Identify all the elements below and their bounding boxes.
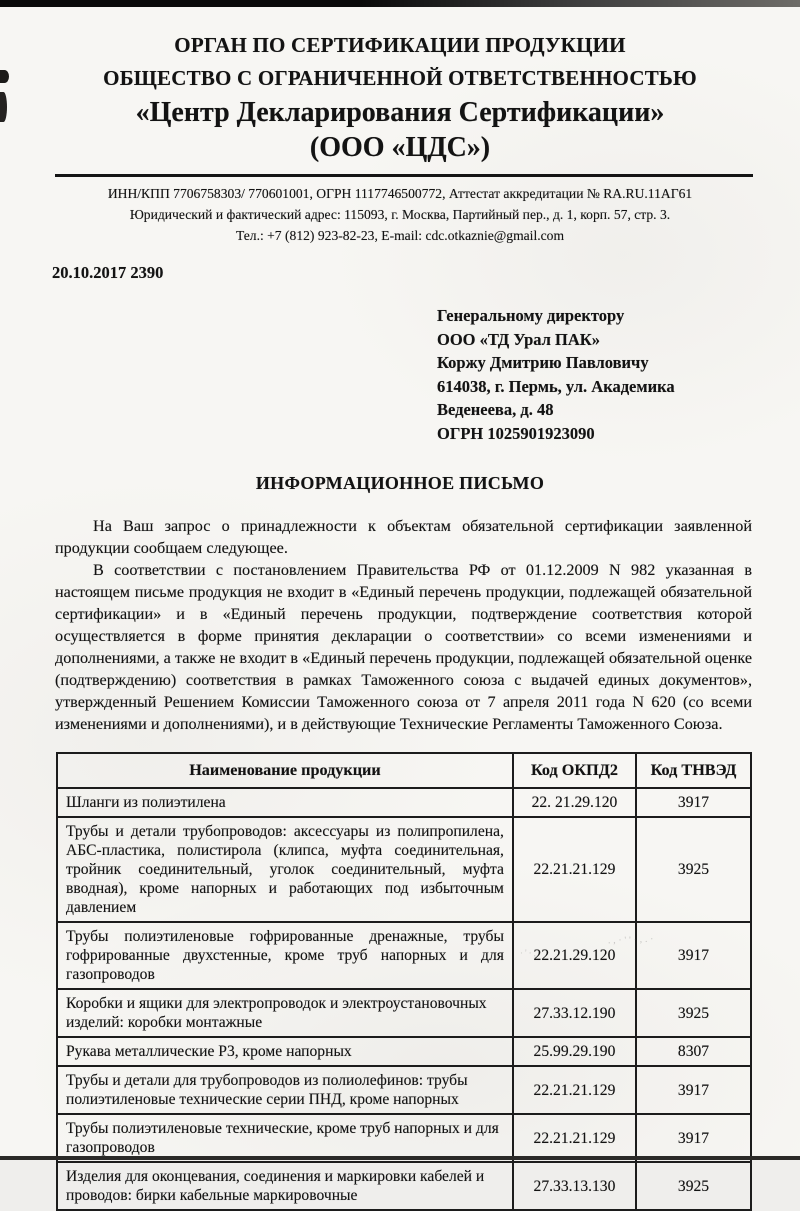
body-paragraph-1: На Ваш запрос о принадлежности к объектам обязательной сертификации заявленной продукции сообщаем следующее. (55, 517, 752, 557)
tnved-code: 3917 (636, 1066, 751, 1114)
requisites-inn-ogrn: ИНН/КПП 7706758303/ 770601001, ОГРН 1117746500772, Аттестат аккредитации № RA.RU.11АГ61 (107, 186, 693, 201)
table-row (57, 1114, 751, 1162)
letterhead-divider (55, 174, 753, 177)
product-name: Шланги из полиэтилена (57, 788, 513, 817)
recipient-person: Коржу Дмитрию Павловичу (437, 353, 649, 372)
recipient-company: ООО «ТД Урал ПАК» (437, 329, 600, 349)
okpd2-code: 22.21.21.129 (513, 1066, 636, 1114)
table-row (57, 989, 751, 1037)
product-name: Коробки и ящики для электропроводок и электроустановочных изделий: коробки монтажные (57, 989, 513, 1037)
table-header-row (57, 753, 751, 788)
table-row (57, 922, 751, 989)
okpd2-code: 25.99.29.190 (513, 1037, 636, 1066)
product-name: Изделия для оконцевания, соединения и маркировки кабелей и проводов: бирки кабельные маркировочные (57, 1162, 513, 1210)
date-and-number: 20.10.2017 2390 (52, 263, 164, 282)
org-type-line2: ОБЩЕСТВО С ОГРАНИЧЕННОЙ ОТВЕТСТВЕННОСТЬЮ (103, 66, 697, 90)
product-name: Трубы и детали для трубопроводов из полиолефинов: трубы полиэтиленовые технические серии ПНД, кроме напорных (57, 1066, 513, 1114)
scan-artifact-left-blob (0, 92, 7, 122)
column-header-okpd2: Код ОКПД2 (513, 753, 636, 788)
recipient-block (437, 304, 737, 445)
scan-artifact-left-blob (0, 70, 9, 83)
org-requisites (0, 183, 800, 246)
scan-artifact-bottom-edge (0, 1156, 800, 1160)
tnved-code: 3917 (636, 922, 751, 989)
tnved-code: 3917 (636, 1114, 751, 1162)
recipient-position: Генеральному директору (437, 306, 625, 325)
table-row (57, 788, 751, 817)
recipient-ogrn: ОГРН 1025901923090 (437, 423, 595, 443)
table-row (57, 1066, 751, 1114)
org-type-line1: ОРГАН ПО СЕРТИФИКАЦИИ ПРОДУКЦИИ (174, 33, 626, 57)
product-name: Трубы полиэтиленовые технические, кроме труб напорных и для газопроводов (57, 1114, 513, 1162)
okpd2-code: 22.21.21.129 (513, 817, 636, 922)
column-header-tnved: Код ТНВЭД (636, 753, 751, 788)
scan-artifact-top-edge (0, 0, 800, 7)
document-title: ИНФОРМАЦИОННОЕ ПИСЬМО (255, 473, 545, 493)
tnved-code: 3917 (636, 788, 751, 817)
body-paragraph-2: В соответствии с постановлением Правительства РФ от 01.12.2009 N 982 указанная в настоящем письме продукция не входит в «Единый перечень продукции, подлежащей обязательной сертификации» и в «Единый перечень продукции, подтверждение соответствия которой осуществляется в форме принятия декларации о соответствии» со всеми изменениями и дополнениями, а также не входит в «Единый перечень продукции, подлежащей обязательной оценке (подтверждению) соответствия в рамках Таможенного союза с выдачей единых документов», утвержденный Решением Комиссии Таможенного союза от 7 апреля 2011 года N 620 (со всеми изменениями и дополнениями), и в действующие Технические Регламенты Таможенного Союза. (55, 561, 752, 733)
letterhead (0, 0, 800, 246)
requisites-address: Юридический и фактический адрес: 115093, г. Москва, Партийный пер., д. 1, корп. 57, стр. 3. (129, 207, 671, 222)
scan-artifact-smudge: .,·''·,.· (607, 933, 657, 946)
table-row (57, 817, 751, 922)
table-row (57, 1162, 751, 1210)
products-table (56, 752, 752, 1211)
okpd2-code: 22.21.29.120 (513, 922, 636, 989)
okpd2-code: 22. 21.29.120 (513, 788, 636, 817)
table-row (57, 1037, 751, 1066)
tnved-code: 3925 (636, 817, 751, 922)
product-name: Рукава металлические Р3, кроме напорных (57, 1037, 513, 1066)
tnved-code: 3925 (636, 989, 751, 1037)
column-header-product-name: Наименование продукции (57, 753, 513, 788)
okpd2-code: 27.33.13.130 (513, 1162, 636, 1210)
product-name: Трубы и детали трубопроводов: аксессуары из полипропилена, АБС-пластика, полистирола (клипса, муфта соединительная, тройник соединительный, уголок соединительный, муфта вводная), кроме напорных и работающих под избыточным давлением (57, 817, 513, 922)
recipient-address-line2: Веденеева, д. 48 (437, 400, 554, 419)
letter-body (55, 515, 752, 735)
recipient-address-line1: 614038, г. Пермь, ул. Академика (437, 376, 675, 396)
org-name: «Центр Декларирования Сертификации» (135, 97, 665, 128)
okpd2-code: 22.21.21.129 (513, 1114, 636, 1162)
requisites-contacts: Тел.: +7 (812) 923-82-23, E-mail: cdc.otkaznie@gmail.com (235, 228, 565, 243)
org-short-name: (ООО «ЦДС») (309, 132, 491, 163)
okpd2-code: 27.33.12.190 (513, 989, 636, 1037)
tnved-code: 8307 (636, 1037, 751, 1066)
scan-artifact-smudge: ·'·, (520, 948, 538, 958)
product-name: Трубы полиэтиленовые гофрированные дренажные, трубы гофрированные двухстенные, кроме труб напорных и для газопроводов (57, 922, 513, 989)
tnved-code: 3925 (636, 1162, 751, 1210)
